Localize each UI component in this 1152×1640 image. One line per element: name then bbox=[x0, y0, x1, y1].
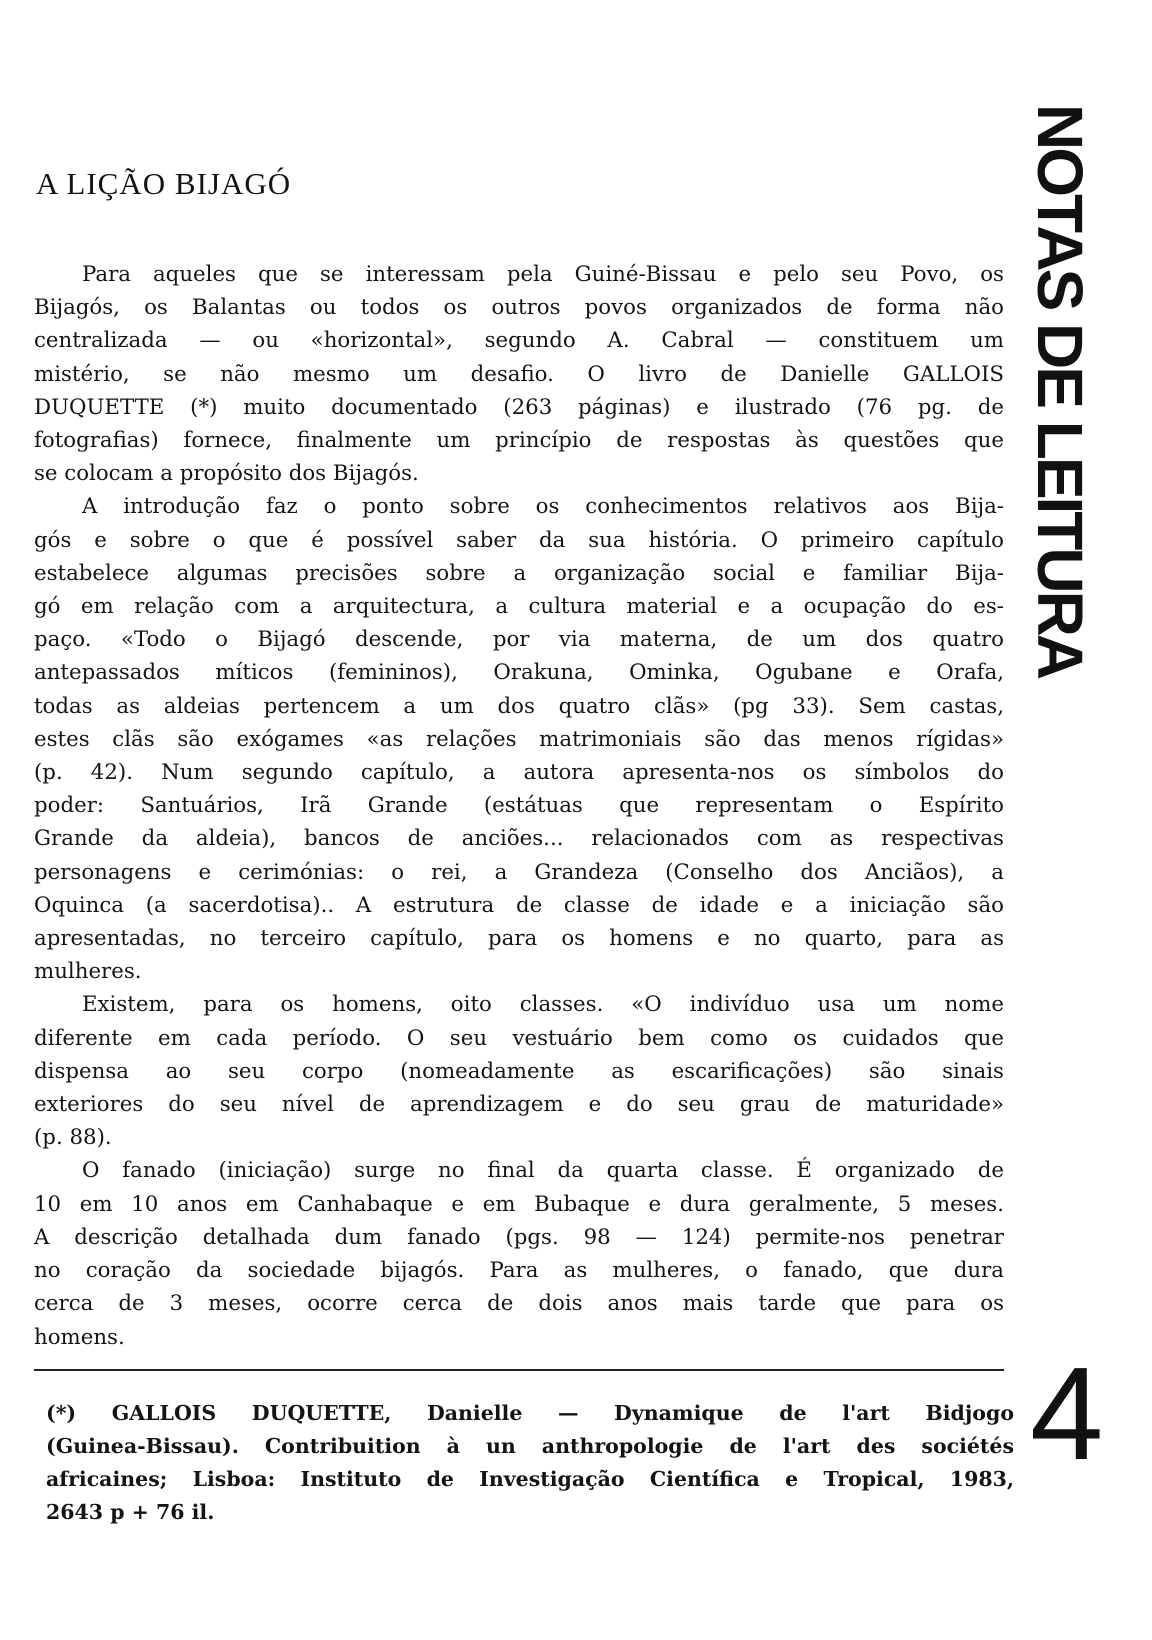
text-line: fotografias) fornece, finalmente um princípio de respostas às questões que bbox=[34, 428, 1004, 454]
text-line: cerca de 3 meses, ocorre cerca de dois anos mais tarde que para os bbox=[34, 1291, 1004, 1317]
text-line: A descrição detalhada dum fanado (pgs. 98 — 124) permite-nos penetrar bbox=[34, 1224, 1004, 1250]
text-line: Bijagós, os Balantas ou todos os outros povos organizados de forma não bbox=[34, 295, 1004, 321]
footnote-divider bbox=[34, 1369, 1004, 1371]
text-line: DUQUETTE (*) muito documentado (263 páginas) e ilustrado (76 pg. de bbox=[34, 394, 1004, 420]
text-line: se colocam a propósito dos Bijagós. bbox=[34, 461, 419, 487]
text-line: estes clãs são exógames «as relações matrimoniais são das menos rígidas» bbox=[34, 726, 1004, 752]
text-line: antepassados míticos (femininos), Orakuna, Ominka, Ogubane e Orafa, bbox=[34, 660, 1004, 686]
text-line: mistério, se não mesmo um desafio. O livro de Danielle GALLOIS bbox=[34, 361, 1004, 387]
footnote bbox=[46, 1397, 1014, 1529]
paragraph-2 bbox=[34, 490, 1004, 988]
article-body bbox=[34, 258, 1004, 1354]
text-line: Existem, para os homens, oito classes. «O indivíduo usa um nome bbox=[82, 992, 1004, 1018]
text-line: todas as aldeias pertencem a um dos quatro clãs» (pg 33). Sem castas, bbox=[34, 693, 1004, 719]
text-line: gó em relação com a arquitectura, a cultura material e a ocupação do es- bbox=[34, 594, 1004, 620]
footnote-line: (Guinea-Bissau). Contribuition à un anthropologie de l'art des sociétés bbox=[46, 1434, 1014, 1458]
paragraph-4 bbox=[34, 1154, 1004, 1353]
paragraph-3 bbox=[34, 988, 1004, 1154]
text-line: centralizada — ou «horizontal», segundo A. Cabral — constituem um bbox=[34, 328, 1004, 354]
paragraph-1 bbox=[34, 258, 1004, 490]
text-line: diferente em cada período. O seu vestuário bem como os cuidados que bbox=[34, 1025, 1004, 1051]
text-line: (p. 42). Num segundo capítulo, a autora apresenta-nos os símbolos do bbox=[34, 760, 1004, 786]
text-line: O fanado (iniciação) surge no final da quarta classe. É organizado de bbox=[82, 1158, 1004, 1184]
text-line: Para aqueles que se interessam pela Guiné-Bissau e pelo seu Povo, os bbox=[82, 262, 1004, 287]
text-line: 10 em 10 anos em Canhabaque e em Bubaque e dura geralmente, 5 meses. bbox=[34, 1191, 1004, 1217]
text-line: personagens e cerimónias: o rei, a Grandeza (Conselho dos Anciãos), a bbox=[34, 859, 1004, 885]
footnote-line: 2643 p + 76 il. bbox=[46, 1500, 215, 1524]
footnote-line: (*) GALLOIS DUQUETTE, Danielle — Dynamique de l'art Bidjogo bbox=[46, 1401, 1014, 1425]
text-line: no coração da sociedade bijagós. Para as mulheres, o fanado, que dura bbox=[34, 1258, 1004, 1284]
page-number: 4 bbox=[1030, 1340, 1104, 1487]
section-title-vertical bbox=[1024, 104, 1096, 784]
text-line: dispensa ao seu corpo (nomeadamente as escarificações) são sinais bbox=[34, 1058, 1004, 1084]
text-line: (p. 88). bbox=[34, 1125, 112, 1151]
text-line: paço. «Todo o Bijagó descende, por via materna, de um dos quatro bbox=[34, 627, 1004, 653]
text-line: Grande da aldeia), bancos de anciões... relacionados com as respectivas bbox=[34, 826, 1004, 852]
text-line: gós e sobre o que é possível saber da sua história. O primeiro capítulo bbox=[34, 527, 1004, 553]
section-title-text: NOTAS DE LEITURA bbox=[1024, 104, 1096, 678]
text-line: estabelece algumas precisões sobre a organização social e familiar Bija- bbox=[34, 560, 1004, 586]
text-line: A introdução faz o ponto sobre os conhecimentos relativos aos Bija- bbox=[82, 494, 1004, 520]
text-line: mulheres. bbox=[34, 959, 142, 985]
text-line: Oquinca (a sacerdotisa).. A estrutura de classe de idade e a iniciação são bbox=[34, 892, 1004, 918]
footnote-line: africaines; Lisboa: Instituto de Investigação Científica e Tropical, 1983, bbox=[46, 1467, 1014, 1491]
article-title: A LIÇÃO BIJAGÓ bbox=[36, 166, 292, 201]
text-line: poder: Santuários, Irã Grande (estátuas que representam o Espírito bbox=[34, 793, 1004, 819]
text-line: homens. bbox=[34, 1324, 125, 1350]
text-line: exteriores do seu nível de aprendizagem e do seu grau de maturidade» bbox=[34, 1092, 1004, 1118]
text-line: apresentadas, no terceiro capítulo, para os homens e no quarto, para as bbox=[34, 926, 1004, 952]
